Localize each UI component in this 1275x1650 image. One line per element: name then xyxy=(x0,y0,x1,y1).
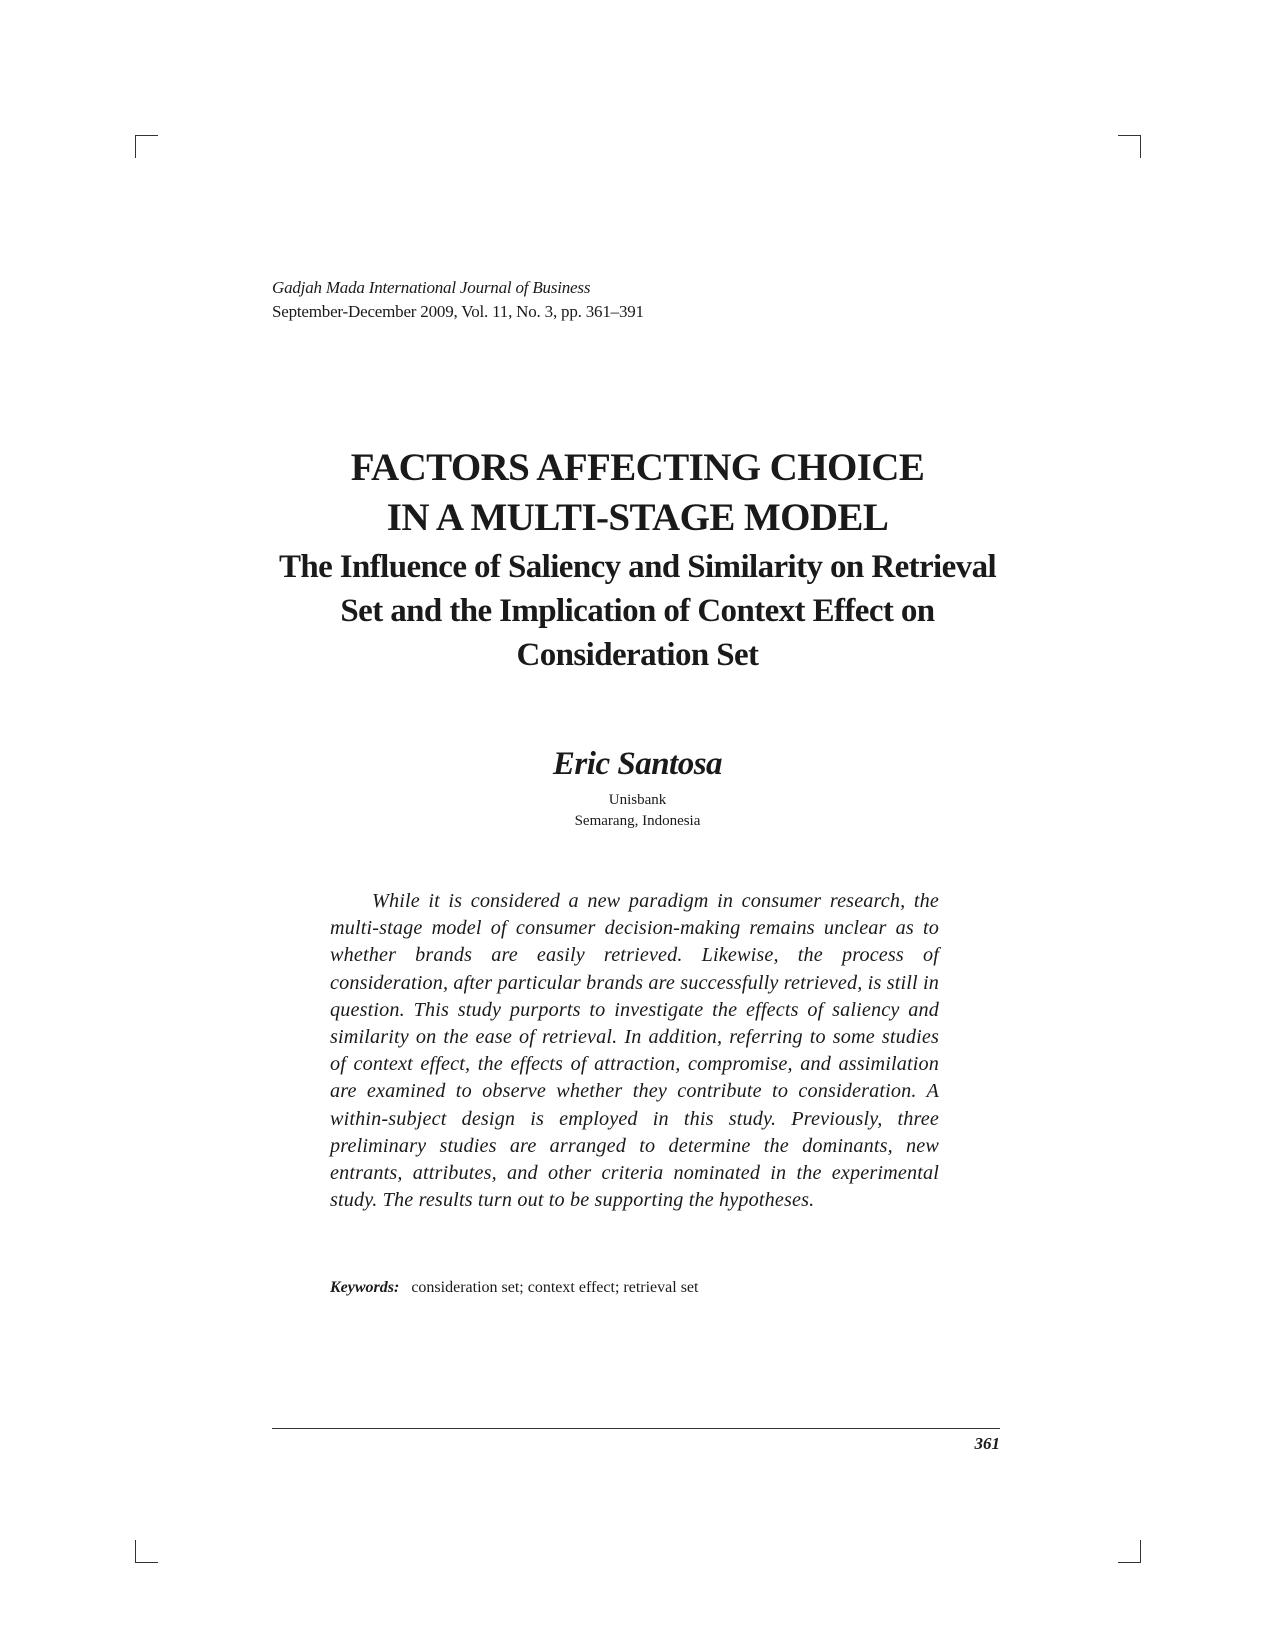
journal-name: Gadjah Mada International Journal of Business xyxy=(272,278,591,297)
journal-issue: September-December 2009, Vol. 11, No. 3, pp. 361–391 xyxy=(272,302,644,321)
author-name: Eric Santosa xyxy=(552,746,723,782)
footer-rule xyxy=(272,1428,1000,1429)
keywords xyxy=(330,1277,698,1299)
title-block xyxy=(272,443,1003,677)
keywords-text: consideration set; context effect; retrieval set xyxy=(411,1279,699,1296)
crop-mark-bottom-left xyxy=(135,1540,158,1563)
subtitle: The Influence of Saliency and Similarity on Retrieval Set and the Implication of Context Effect on Consideration Set xyxy=(278,549,997,673)
abstract: While it is considered a new paradigm in consumer research, the multi-stage model of consumer decision-making remains unclear as to whether brands are easily retrieved. Likewise, the process of consideration, after particular brands are successfully retrieved, is still in question. This study purports to investigate the effects of saliency and similarity on the ease of retrieval. In addition, referring to some studies of context effect, the effects of attraction, compromise, and assimilation are examined to observe whether they contribute to consideration. A within-subject design is employed in this study. Previously, three preliminary studies are arranged to determine the dominants, new entrants, attributes, and other criteria nominated in the experimental study. The results turn out to be supporting the hypotheses. xyxy=(330,890,939,1212)
main-title-line-2: IN A MULTI-STAGE MODEL xyxy=(386,496,889,539)
author-institution: Unisbank xyxy=(608,792,667,808)
author-block xyxy=(272,742,1003,832)
main-title-line-1: FACTORS AFFECTING CHOICE xyxy=(350,446,925,489)
keywords-label: Keywords: xyxy=(330,1279,400,1296)
crop-mark-bottom-right xyxy=(1118,1540,1141,1563)
journal-header xyxy=(272,276,644,324)
crop-mark-top-left xyxy=(135,135,158,158)
crop-mark-top-right xyxy=(1118,135,1141,158)
author-location: Semarang, Indonesia xyxy=(574,813,701,829)
page-number: 361 xyxy=(974,1434,1000,1453)
